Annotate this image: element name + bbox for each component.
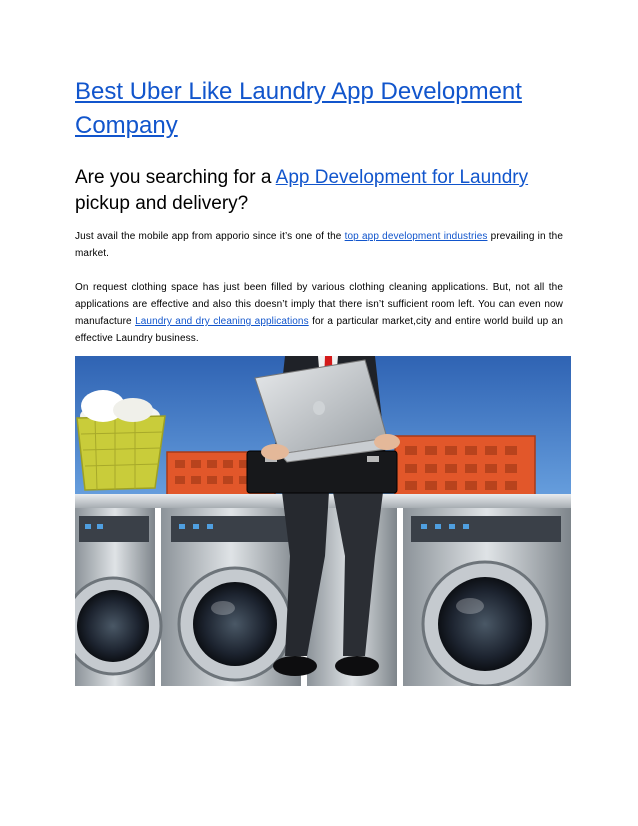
laundromat-illustration — [75, 356, 571, 686]
page-subtitle — [75, 165, 575, 217]
subtitle-suffix: pickup and delivery? — [75, 193, 249, 214]
page-title — [75, 75, 575, 143]
intro-paragraph — [75, 228, 563, 262]
intro-text-before: Just avail the mobile app from apporio since it’s one of the — [75, 231, 345, 242]
title-link[interactable]: Best Uber Like Laundry App Development Company — [75, 78, 522, 139]
body-text-before: On request clothing space has just been filled by various clothing cleaning applications. But, not all the applications are effective and also this doesn’t imply that there isn’t sufficient room left. You can even now manufacture — [75, 282, 563, 327]
top-app-development-link[interactable]: top app development industries — [344, 231, 488, 242]
laundry-apps-link[interactable]: Laundry and dry cleaning applications — [135, 316, 309, 327]
subtitle-prefix: Are you searching for a — [75, 167, 276, 188]
orange-crate-right — [395, 436, 535, 496]
laundromat-photo — [75, 356, 571, 686]
app-development-link[interactable]: App Development for Laundry — [275, 167, 529, 188]
body-text-after: for a particular market,city and entire world build up an effective Laundry business. — [75, 316, 563, 344]
intro-text-after: prevailing in the market. — [75, 231, 564, 259]
body-paragraph — [75, 279, 563, 347]
